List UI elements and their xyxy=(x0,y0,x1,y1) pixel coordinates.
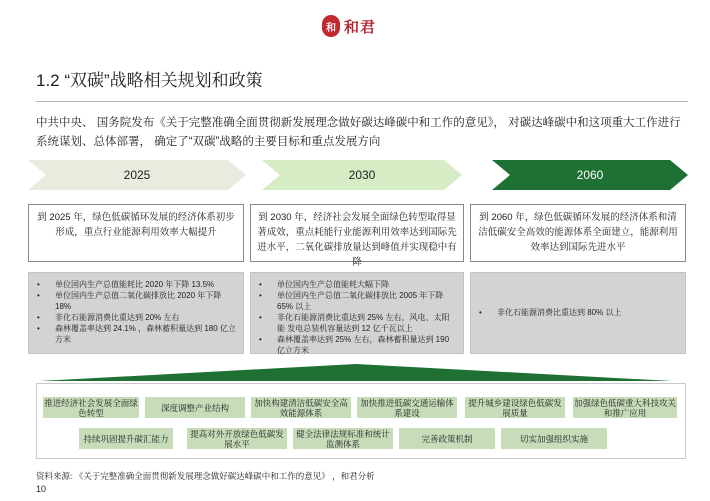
detail-item: • 非化石能源消费比重达到 20% 左右 xyxy=(37,312,237,323)
measure-item: 持续巩固提升碳汇能力 xyxy=(79,428,173,449)
measure-item: 加强绿色低碳重大科技攻关和推广应用 xyxy=(573,397,676,418)
measure-item: 切实加强组织实施 xyxy=(501,428,607,449)
detail-item: • 单位国内生产总值能耗大幅下降 xyxy=(259,279,457,290)
detail-item: • 单位国内生产总值二氧化碳排放比 2005 年下降 65% 以上 xyxy=(259,290,457,312)
title-divider xyxy=(36,101,688,102)
key-measures-panel xyxy=(36,383,686,459)
stage-year-label: 2060 xyxy=(576,168,604,182)
stage-chevron-2030 xyxy=(262,160,462,190)
measure-item: 提升城乡建设绿色低碳发展质量 xyxy=(465,397,565,418)
measure-item: 推进经济社会发展全面绿色转型 xyxy=(44,397,138,418)
stage-goal-2025: 到 2025 年，绿色低碳循环发展的经济体系初步形成，重点行业能源利用效率大幅提升 xyxy=(28,204,244,262)
stage-chevron-2060 xyxy=(492,160,688,190)
measure-item: 健全法律法规标准和统计监测体系 xyxy=(293,428,393,449)
measure-item: 完善政策机制 xyxy=(399,428,495,449)
stage-chevron-2025 xyxy=(28,160,246,190)
detail-item: • 森林覆盖率达到 25% 左右，森林蓄积量达到 190 亿立方米 xyxy=(259,334,457,356)
measure-item: 深度调整产业结构 xyxy=(145,397,245,418)
measure-item: 加快推进低碳交通运输体系建设 xyxy=(357,397,457,418)
detail-item: • 非化石能源消费比重达到 80% 以上 xyxy=(479,307,679,318)
stage-details-2025 xyxy=(28,272,244,354)
stage-goal-2060: 到 2060 年，绿色低碳循环发展的经济体系和清洁低碳安全高效的能源体系全面建立，能源利用效率达到国际先进水平 xyxy=(470,204,686,262)
stage-details-2060 xyxy=(470,272,686,354)
logo-text: 和君 xyxy=(344,18,377,36)
stage-year-label: 2025 xyxy=(123,168,151,182)
brand-logo xyxy=(322,14,376,38)
detail-item: • 森林覆盖率达到 24.1% ，森林蓄积量达到 180 亿立方米 xyxy=(37,323,237,345)
triangle-divider xyxy=(40,364,672,382)
detail-item: • 单位国内生产总值二氧化碳排放比 2020 年下降 18% xyxy=(37,290,237,312)
page-title: 1.2 “双碳”战略相关规划和政策 xyxy=(36,71,263,90)
measure-item: 加快构建清洁低碳安全高效能源体系 xyxy=(251,397,351,418)
source-note: 资料来源: 《关于完整准确全面贯彻新发展理念做好碳达峰碳中和工作的意见》 ，和君分析 xyxy=(36,471,375,481)
stage-details-2030 xyxy=(250,272,464,354)
intro-paragraph: 中共中央、 国务院发布《关于完整准确全面贯彻新发展理念做好碳达峰碳中和工作的意见》， 对碳达峰碳中和这项重大工作进行系统谋划、总体部署， 确定了“双碳”战略的主要目标和重点发展方向 xyxy=(36,117,681,148)
stage-goal-2030: 到 2030 年，经济社会发展全面绿色转型取得显著成效，重点耗能行业能源利用效率达到国际先进水平，二氧化碳排放量达到峰值并实现稳中有降 xyxy=(250,204,464,262)
page-number: 10 xyxy=(36,484,47,494)
stage-year-label: 2030 xyxy=(348,168,376,182)
logo-mark: 和 xyxy=(322,15,340,37)
detail-item: • 非化石能源消费比重达到 25% 左右，风电、太阳能 发电总装机容量达到 12 亿千瓦以上 xyxy=(259,312,457,334)
measure-item: 提高对外开放绿色低碳发展水平 xyxy=(187,428,287,449)
detail-item: • 单位国内生产总值能耗比 2020 年下降 13.5% xyxy=(37,279,237,290)
